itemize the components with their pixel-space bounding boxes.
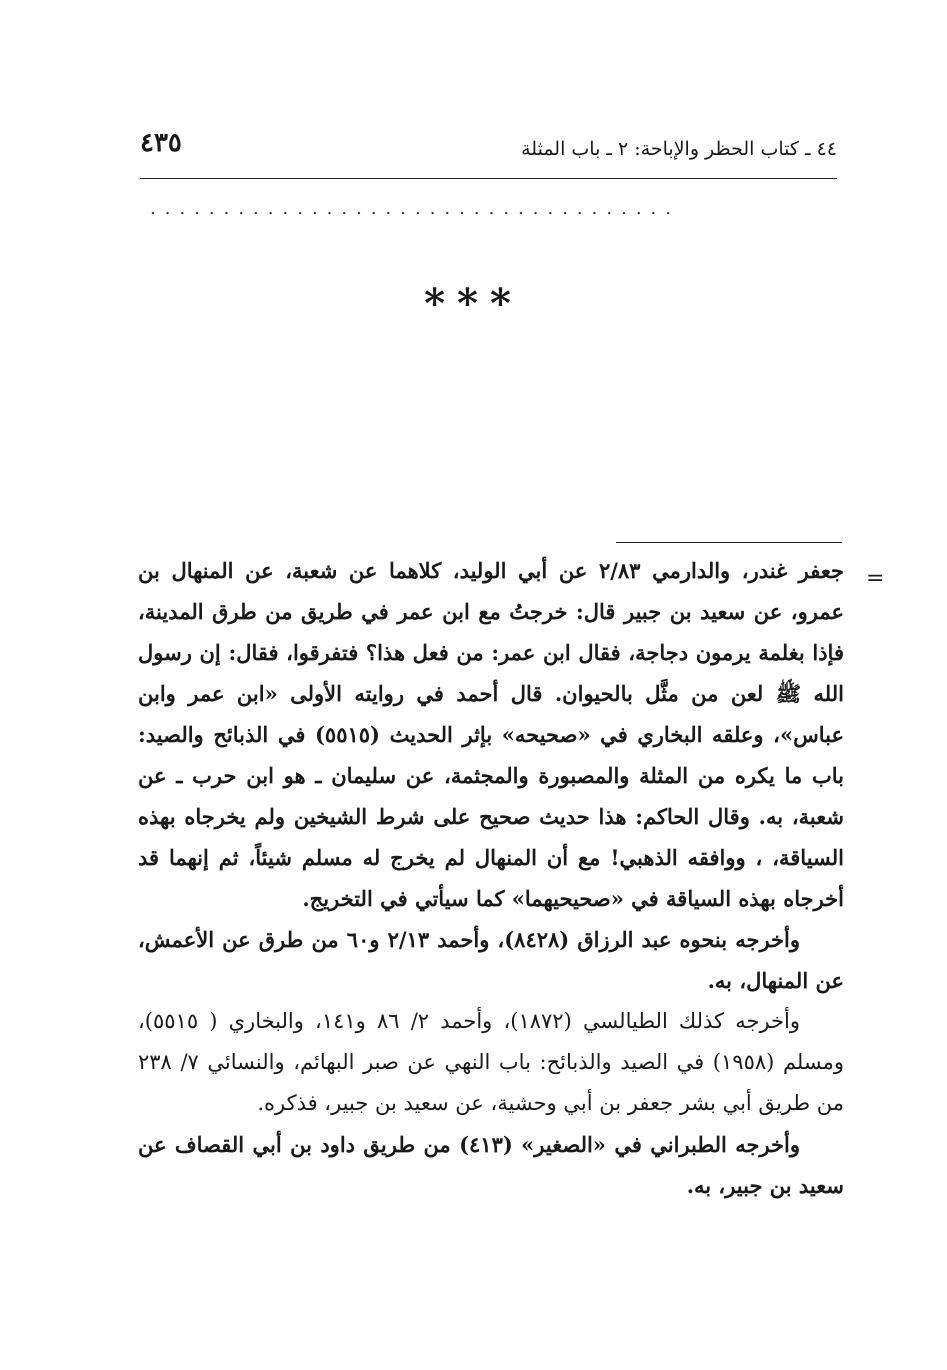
footnotes-block [138, 550, 844, 1206]
section-separator: *** [424, 280, 523, 327]
footnote-paragraph: وأخرجه الطبراني في «الصغير» (٤١٣) من طريق داود بن أبي القصاف عن سعيد بن جبير، به. [138, 1132, 844, 1198]
dotted-continuation-line: .................................... [150, 198, 680, 219]
page-number: ٤٣٥ [140, 128, 182, 158]
footnote-paragraph: جعفر غندر، والدارمي ٢/٨٣ عن أبي الوليد، كلاهما عن شعبة، عن المنهال بن عمرو، عن سعيد بن جبير قال: خرجتُ مع ابن عمر في طريق من طرق المدينة، فإذا بغلمة يرمون دجاجة، فقال ابن عمر: من فعل هذا؟ فتفرقوا، فقال: إن رسول الله ﷺ لعن من مثَّل بالحيوان. قال أحمد في روايته الأولى «ابن عمر وابن عباس»، وعلقه البخاري في «صحيحه» بإثر الحديث (٥٥١٥) في الذبائح والصيد: باب ما يكره من المثلة والمصبورة والمجثمة، عن سليمان ـ هو ابن حرب ـ عن شعبة، به. وقال الحاكم: هذا حديث صحيح على شرط الشيخين ولم يخرجاه بهذه السياقة، ، ووافقه الذهبي! مع أن المنهال لم يخرج له مسلم شيئاً، ثم إنهما قد أخرجاه بهذه السياقة في «صحيحيهما» كما سيأتي في التخريج. [138, 558, 844, 911]
footnote-paragraph: وأخرجه كذلك الطيالسي (١٨٧٢)، وأحمد ٢/ ٨٦ و١٤١، والبخاري ( ٥٥١٥)، ومسلم (١٩٥٨) في الصيد والذبائح: باب النهي عن صبر البهائم، والنسائي ٧/ ٢٣٨ من طريق أبي بشر جعفر بن أبي وحشية، عن سعيد بن جبير، فذكره. [138, 1009, 844, 1115]
header-rule [140, 178, 837, 179]
footnote-continuation-mark: = [866, 566, 885, 591]
footnote-paragraph: وأخرجه بنحوه عبد الرزاق (٨٤٢٨)، وأحمد ٢/١٣ و٦٠ من طرق عن الأعمش، عن المنهال، به. [138, 927, 844, 993]
running-title: ٤٤ ـ كتاب الحظر والإباحة: ٢ ـ باب المثلة [521, 138, 837, 160]
page-header [140, 128, 837, 168]
footnote-rule [616, 542, 842, 543]
